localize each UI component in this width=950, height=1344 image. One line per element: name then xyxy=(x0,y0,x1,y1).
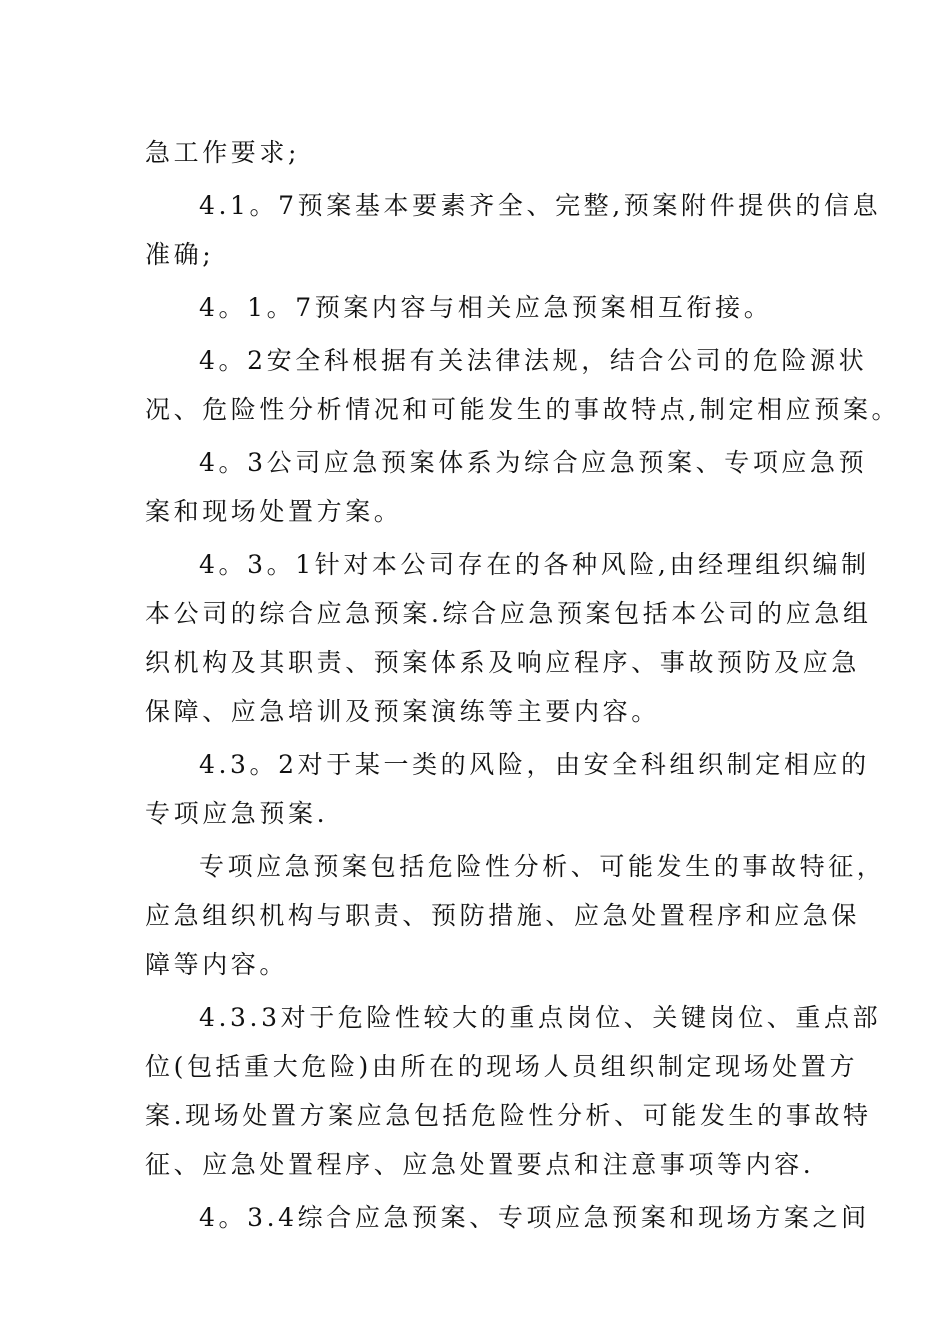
text-line: 4.1。7预案基本要素齐全、完整,预案附件提供的信息 xyxy=(199,191,882,220)
text-line: 保障、应急培训及预案演练等主要内容。 xyxy=(145,697,660,726)
text-line: 应急组织机构与职责、预防措施、应急处置程序和应急保 xyxy=(145,901,861,930)
text-line: 4。2安全科根据有关法律法规，结合公司的危险源状 xyxy=(199,346,868,375)
text-line: 4。1。7预案内容与相关应急预案相互衔接。 xyxy=(199,293,773,322)
text-line: 4.3。2对于某一类的风险，由安全科组织制定相应的 xyxy=(199,750,870,779)
text-line: 专项应急预案包括危险性分析、可能发生的事故特征， xyxy=(199,852,886,881)
text-line: 织机构及其职责、预案体系及响应程序、事故预防及应急 xyxy=(145,648,861,677)
text-line: 4。3公司应急预案体系为综合应急预案、专项应急预 xyxy=(199,448,868,477)
text-line: 本公司的综合应急预案.综合应急预案包括本公司的应急组 xyxy=(145,599,872,628)
text-line: 4。3。1针对本公司存在的各种风险,由经理组织编制 xyxy=(199,550,870,579)
text-line: 况、危险性分析情况和可能发生的事故特点,制定相应预案。 xyxy=(145,395,901,424)
text-line: 专项应急预案. xyxy=(145,799,329,828)
text-line: 征、应急处置程序、应急处置要点和注意事项等内容. xyxy=(145,1150,815,1179)
text-line: 4.3.3对于危险性较大的重点岗位、关键岗位、重点部 xyxy=(199,1003,882,1032)
text-line: 急工作要求; xyxy=(145,138,301,167)
text-line: 案和现场处置方案。 xyxy=(145,497,403,526)
text-line: 位(包括重大危险)由所在的现场人员组织制定现场处置方 xyxy=(145,1052,859,1081)
text-line: 准确; xyxy=(145,240,215,269)
text-line: 4。3.4综合应急预案、专项应急预案和现场方案之间 xyxy=(199,1203,870,1232)
text-line: 障等内容。 xyxy=(145,950,289,979)
text-line: 案.现场处置方案应急包括危险性分析、可能发生的事故特 xyxy=(145,1101,872,1130)
